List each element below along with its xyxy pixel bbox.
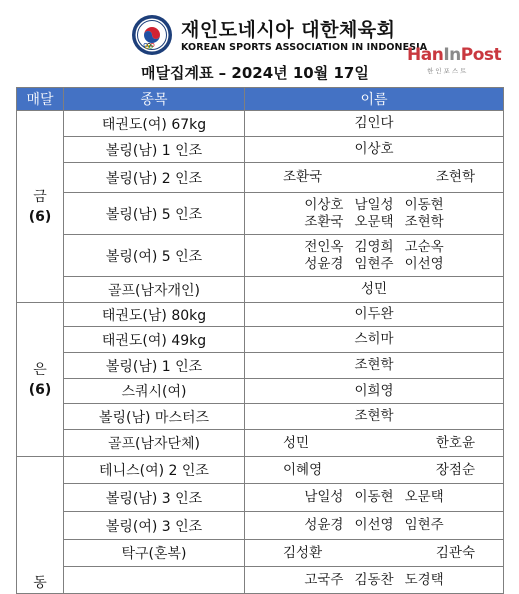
watermark-subtext: 한인포스트 <box>427 67 469 75</box>
names-cell <box>245 457 504 484</box>
table-row <box>17 327 504 353</box>
athlete-name: 전인옥 <box>304 238 344 255</box>
names-cell <box>245 193 504 235</box>
athlete-name: 조환국 <box>283 169 323 185</box>
names-cell <box>245 540 504 567</box>
table-row <box>17 303 504 327</box>
athlete-name: 성윤경 <box>304 517 344 533</box>
table-row <box>17 277 504 303</box>
medal-name: 금 <box>33 188 47 205</box>
names-cell <box>245 277 504 303</box>
event-cell: 볼링(여) 3 인조 <box>64 512 245 540</box>
athlete-name: 이상호 <box>354 141 394 157</box>
names-line <box>245 256 503 273</box>
event-cell: 골프(남자단체) <box>64 430 245 457</box>
athlete-name: 김영희 <box>354 238 394 255</box>
athlete-name: 조현학 <box>435 169 475 185</box>
names-line <box>245 141 503 158</box>
athlete-name: 조현학 <box>354 408 394 424</box>
athlete-name: 성민 <box>360 281 388 297</box>
names-line <box>245 331 503 348</box>
table-row <box>17 379 504 404</box>
athlete-name: 이혜영 <box>283 461 323 478</box>
table-row <box>17 512 504 540</box>
names-cell <box>245 512 504 540</box>
names-cell <box>245 327 504 353</box>
names-line <box>245 408 503 425</box>
table-row <box>17 567 504 594</box>
table-row <box>17 430 504 457</box>
table-row <box>17 193 504 235</box>
table-row <box>17 457 504 484</box>
table-row <box>17 137 504 163</box>
column-header-event: 종목 <box>64 88 245 111</box>
table-header-row <box>17 88 504 111</box>
medal-count: (6) <box>28 381 52 398</box>
names-cell <box>245 303 504 327</box>
names-line <box>245 489 503 506</box>
athlete-name: 임현주 <box>404 517 444 533</box>
athlete-name: 한호윤 <box>435 434 475 451</box>
event-cell: 볼링(남) 1 인조 <box>64 353 245 379</box>
medal-cell-gold <box>17 111 64 303</box>
names-cell <box>245 163 504 193</box>
event-cell: 볼링(남) 2 인조 <box>64 163 245 193</box>
names-line <box>245 357 503 374</box>
names-cell <box>245 430 504 457</box>
event-cell <box>64 567 245 594</box>
names-line <box>245 383 503 400</box>
names-cell <box>245 353 504 379</box>
table-body <box>17 111 504 594</box>
event-cell: 골프(남자개인) <box>64 277 245 303</box>
table-row <box>17 111 504 137</box>
medal-count: (6) <box>28 208 52 225</box>
athlete-name: 장점순 <box>435 461 475 478</box>
athlete-name: 이동현 <box>354 489 394 505</box>
athlete-name: 성민 <box>283 434 310 451</box>
athlete-name: 김동찬 <box>354 571 394 588</box>
names-line <box>245 517 503 534</box>
athlete-name: 고국주 <box>304 571 344 588</box>
event-cell: 탁구(혼복) <box>64 540 245 567</box>
org-name-english: KOREAN SPORTS ASSOCIATION IN INDONESIA <box>181 42 428 53</box>
names-cell <box>245 404 504 430</box>
names-line <box>245 545 503 562</box>
athlete-name: 조환국 <box>304 213 344 230</box>
athlete-name: 김성환 <box>283 544 323 561</box>
table-row <box>17 484 504 512</box>
table-row <box>17 353 504 379</box>
names-cell <box>245 379 504 404</box>
event-cell: 볼링(여) 5 인조 <box>64 235 245 277</box>
report-header <box>0 0 519 86</box>
page-title: 매달집계표 – 2024년 10월 17일 <box>141 64 369 82</box>
athlete-name: 성윤경 <box>304 255 344 272</box>
athlete-name: 고순옥 <box>404 238 444 255</box>
names-line <box>245 239 503 256</box>
medal-name: 동 <box>33 575 47 591</box>
medal-cell-silver <box>17 303 64 457</box>
table-row <box>17 540 504 567</box>
table-row <box>17 235 504 277</box>
athlete-name: 임현주 <box>354 255 394 272</box>
athlete-name: 이두완 <box>354 306 394 322</box>
athlete-name: 이선영 <box>404 255 444 272</box>
names-line <box>245 281 503 298</box>
names-cell <box>245 137 504 163</box>
athlete-name: 오문택 <box>354 213 394 230</box>
names-line <box>245 197 503 214</box>
athlete-name: 도경택 <box>404 571 444 588</box>
event-cell: 테니스(여) 2 인조 <box>64 457 245 484</box>
names-line <box>245 306 503 323</box>
event-cell: 볼링(남) 5 인조 <box>64 193 245 235</box>
org-name-korean: 재인도네시아 대한체육회 <box>181 19 396 41</box>
names-line <box>245 462 503 479</box>
names-cell <box>245 484 504 512</box>
names-cell <box>245 567 504 594</box>
event-cell: 볼링(남) 마스터즈 <box>64 404 245 430</box>
table-row <box>17 163 504 193</box>
event-cell: 태권도(남) 80kg <box>64 303 245 327</box>
names-cell <box>245 235 504 277</box>
medal-table <box>16 87 504 594</box>
athlete-name: 이선영 <box>354 517 394 533</box>
names-line <box>245 572 503 589</box>
medal-cell-bronze <box>17 457 64 594</box>
event-cell: 볼링(남) 1 인조 <box>64 137 245 163</box>
names-line <box>245 435 503 452</box>
athlete-name: 조현학 <box>404 213 444 230</box>
athlete-name: 조현학 <box>354 357 394 373</box>
athlete-name: 스히마 <box>354 331 394 347</box>
athlete-name: 남일성 <box>354 196 394 213</box>
athlete-name: 이상호 <box>304 196 344 213</box>
athlete-name: 김관숙 <box>435 544 475 561</box>
table-row <box>17 404 504 430</box>
association-emblem-icon <box>131 14 173 56</box>
athlete-name: 이희영 <box>354 382 394 399</box>
hanin-post-watermark <box>407 46 503 75</box>
names-line <box>245 115 503 132</box>
column-header-names: 이름 <box>245 88 504 111</box>
event-cell: 볼링(남) 3 인조 <box>64 484 245 512</box>
athlete-name: 남일성 <box>304 489 344 505</box>
names-line <box>245 169 503 186</box>
event-cell: 태권도(여) 49kg <box>64 327 245 353</box>
event-cell: 태권도(여) 67kg <box>64 111 245 137</box>
column-header-medal: 매달 <box>17 88 64 111</box>
athlete-name: 오문택 <box>404 489 444 505</box>
athlete-name: 김인다 <box>354 115 394 131</box>
names-line <box>245 214 503 231</box>
athlete-name: 이동현 <box>404 196 444 213</box>
names-cell <box>245 111 504 137</box>
medal-name: 은 <box>33 361 47 378</box>
watermark-logo-text: HanInPost <box>407 45 502 65</box>
event-cell: 스쿼시(여) <box>64 379 245 404</box>
